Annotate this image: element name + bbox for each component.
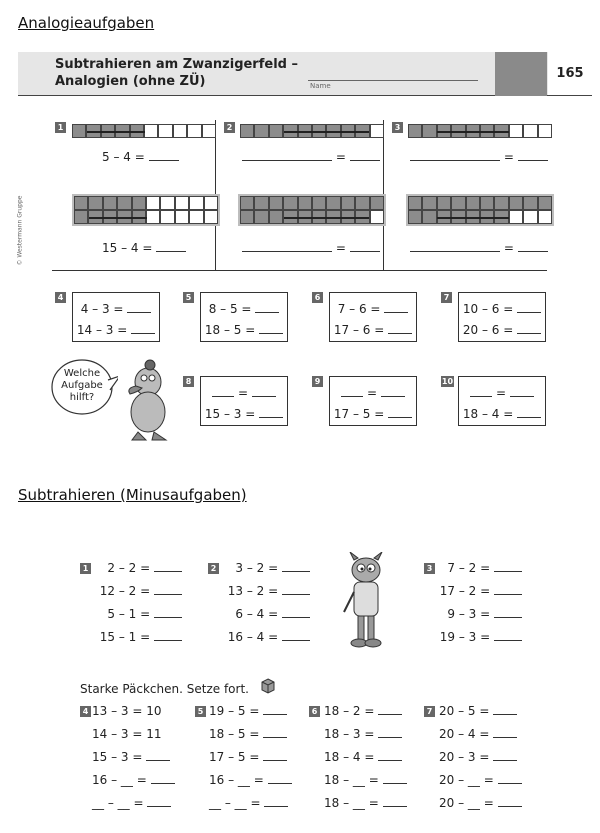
equation: 15 – 4 =	[102, 241, 186, 255]
answer-blank[interactable]	[282, 617, 310, 618]
equation: 20 – __ =	[439, 773, 494, 787]
equation: 7 – 2 =	[447, 561, 491, 575]
answer-blank[interactable]	[151, 783, 175, 784]
answer-blank[interactable]	[263, 737, 287, 738]
bubble-text: hilft?	[69, 392, 95, 403]
answer-blank[interactable]	[498, 783, 522, 784]
divider-horizontal	[52, 270, 547, 271]
equation: 12 – 2 =	[99, 584, 151, 598]
answer-blank[interactable]	[410, 251, 500, 252]
answer-blank[interactable]	[494, 640, 522, 641]
answer-blank[interactable]	[517, 417, 541, 418]
answer-blank[interactable]	[263, 760, 287, 761]
answer-blank[interactable]	[383, 783, 407, 784]
answer-blank[interactable]	[378, 760, 402, 761]
equation: 18 – __ =	[324, 796, 379, 810]
name-label: Name	[310, 82, 331, 90]
equation: 3 – 2 =	[235, 561, 279, 575]
answer-blank[interactable]	[154, 617, 182, 618]
page-number: 165	[548, 52, 592, 96]
answer-blank[interactable]	[127, 312, 151, 313]
task-number: 1	[80, 563, 91, 574]
name-line[interactable]	[308, 80, 478, 81]
equation: 16 – __ =	[209, 773, 264, 787]
answer-blank[interactable]	[384, 312, 408, 313]
task-box: = 15 – 3 =	[200, 376, 288, 426]
answer-blank[interactable]	[252, 396, 276, 397]
equation: 20 – 3 =	[439, 750, 490, 764]
equation: 20 – __ =	[439, 796, 494, 810]
task-number: 9	[312, 376, 323, 387]
equation: 14 – 3 = 11	[92, 727, 162, 741]
equation: 2 – 2 =	[107, 561, 151, 575]
answer-blank[interactable]	[378, 714, 402, 715]
section-title-analogies: Analogieaufgaben	[18, 14, 155, 32]
equation: 16 – __ =	[92, 773, 147, 787]
answer-blank[interactable]	[264, 806, 288, 807]
title-line-1: Subtrahieren am Zwanzigerfeld –	[55, 57, 298, 72]
task-number: 4	[55, 292, 66, 303]
equation: 18 – 5 =	[209, 727, 260, 741]
answer-blank[interactable]	[147, 806, 171, 807]
bubble-text: Aufgabe	[61, 380, 103, 391]
answer-blank[interactable]	[131, 333, 155, 334]
answer-blank[interactable]	[154, 640, 182, 641]
twenty-field-large	[72, 194, 220, 226]
task-number: 8	[183, 376, 194, 387]
equation: 18 – 4 =	[324, 750, 375, 764]
task-box: 8 – 5 = 18 – 5 =	[200, 292, 288, 342]
equation: 18 – 3 =	[324, 727, 375, 741]
equation: =	[242, 241, 380, 255]
answer-blank[interactable]	[350, 160, 380, 161]
answer-blank[interactable]	[388, 417, 412, 418]
task-number: 2	[208, 563, 219, 574]
task-number: 1	[55, 122, 66, 133]
bubble-text: Welche	[63, 368, 101, 379]
answer-blank[interactable]	[259, 417, 283, 418]
task-number: 6	[309, 706, 320, 717]
answer-blank[interactable]	[154, 594, 182, 595]
packet-6	[324, 704, 416, 819]
equation: 6 – 4 =	[235, 607, 279, 621]
twenty-field-small	[408, 124, 552, 138]
equation: 5 – 4 =	[102, 150, 179, 164]
answer-blank[interactable]	[383, 806, 407, 807]
equation: 15 – 3 =	[92, 750, 143, 764]
equation: 5 – 1 =	[107, 607, 151, 621]
twenty-field-large	[238, 194, 386, 226]
answer-blank[interactable]	[498, 806, 522, 807]
twenty-field-large	[406, 194, 554, 226]
cube-icon	[261, 678, 275, 694]
monster-illustration	[340, 552, 392, 650]
equation: 13 – 3 = 10	[92, 704, 162, 718]
task-number: 5	[195, 706, 206, 717]
answer-blank[interactable]	[350, 251, 380, 252]
duck-illustration	[118, 352, 180, 444]
task-number: 7	[441, 292, 452, 303]
task-number: 7	[424, 706, 435, 717]
answer-blank[interactable]	[381, 396, 405, 397]
answer-blank[interactable]	[493, 760, 517, 761]
equation: 20 – 4 =	[439, 727, 490, 741]
task-box: 4 – 3 = 14 – 3 =	[72, 292, 160, 342]
answer-blank[interactable]	[156, 251, 186, 252]
packet-5	[209, 704, 301, 819]
equation: __ – __ =	[92, 796, 144, 810]
answer-blank[interactable]	[259, 333, 283, 334]
equation: =	[410, 241, 548, 255]
task-box: = 18 – 4 =	[458, 376, 546, 426]
equation: 18 – 2 =	[324, 704, 375, 718]
task-number: 6	[312, 292, 323, 303]
equation: 19 – 3 =	[439, 630, 491, 644]
equation: =	[242, 150, 380, 164]
task-number: 4	[80, 706, 91, 717]
answer-blank[interactable]	[388, 333, 412, 334]
task-number: 3	[392, 122, 403, 133]
answer-blank[interactable]	[154, 571, 182, 572]
header-dark-block	[495, 52, 547, 96]
answer-blank[interactable]	[263, 714, 287, 715]
answer-blank[interactable]	[378, 737, 402, 738]
equation: 19 – 5 =	[209, 704, 260, 718]
worksheet-title	[55, 56, 298, 90]
task-number: 2	[224, 122, 235, 133]
equation: 9 – 3 =	[447, 607, 491, 621]
answer-blank[interactable]	[268, 783, 292, 784]
answer-blank[interactable]	[242, 160, 332, 161]
task-number: 10	[441, 377, 454, 386]
equation: 13 – 2 =	[227, 584, 279, 598]
answer-blank[interactable]	[517, 312, 541, 313]
answer-blank[interactable]	[282, 594, 310, 595]
section-title-minus: Subtrahieren (Minusaufgaben)	[18, 486, 247, 504]
answer-blank[interactable]	[493, 737, 517, 738]
twenty-field-small	[72, 124, 216, 138]
answer-blank[interactable]	[518, 160, 548, 161]
answer-blank[interactable]	[146, 760, 170, 761]
equation: 18 – __ =	[324, 773, 379, 787]
title-line-2: Analogien (ohne ZÜ)	[55, 74, 206, 89]
packet-4	[92, 704, 180, 819]
answer-blank[interactable]	[242, 251, 332, 252]
answer-blank[interactable]	[494, 594, 522, 595]
minus-group-1	[72, 561, 182, 653]
answer-blank[interactable]	[517, 333, 541, 334]
equation: 20 – 5 =	[439, 704, 490, 718]
task-box: 10 – 6 = 20 – 6 =	[458, 292, 546, 342]
minus-group-2	[200, 561, 310, 653]
answer-blank[interactable]	[470, 396, 492, 397]
equation: 16 – 4 =	[227, 630, 279, 644]
equation: =	[410, 150, 548, 164]
answer-blank[interactable]	[341, 396, 363, 397]
twenty-field-small	[240, 124, 384, 138]
answer-blank[interactable]	[510, 396, 534, 397]
answer-blank[interactable]	[282, 640, 310, 641]
equation: __ – __ =	[209, 796, 261, 810]
answer-blank[interactable]	[493, 714, 517, 715]
equation: 15 – 1 =	[99, 630, 151, 644]
answer-blank[interactable]	[494, 617, 522, 618]
task-number: 5	[183, 292, 194, 303]
instruction-text: Starke Päckchen. Setze fort.	[80, 682, 249, 696]
answer-blank[interactable]	[410, 160, 500, 161]
answer-blank[interactable]	[518, 251, 548, 252]
copyright-note: © Westermann Gruppe	[16, 195, 24, 266]
equation: 17 – 2 =	[439, 584, 491, 598]
answer-blank[interactable]	[494, 571, 522, 572]
task-box: 7 – 6 = 17 – 6 =	[329, 292, 417, 342]
answer-blank[interactable]	[149, 160, 179, 161]
answer-blank[interactable]	[255, 312, 279, 313]
answer-blank[interactable]	[212, 396, 234, 397]
minus-group-3	[410, 561, 522, 653]
answer-blank[interactable]	[282, 571, 310, 572]
task-number: 3	[424, 563, 435, 574]
equation: 17 – 5 =	[209, 750, 260, 764]
packet-7	[439, 704, 535, 819]
speech-bubble	[50, 358, 118, 416]
task-box: = 17 – 5 =	[329, 376, 417, 426]
